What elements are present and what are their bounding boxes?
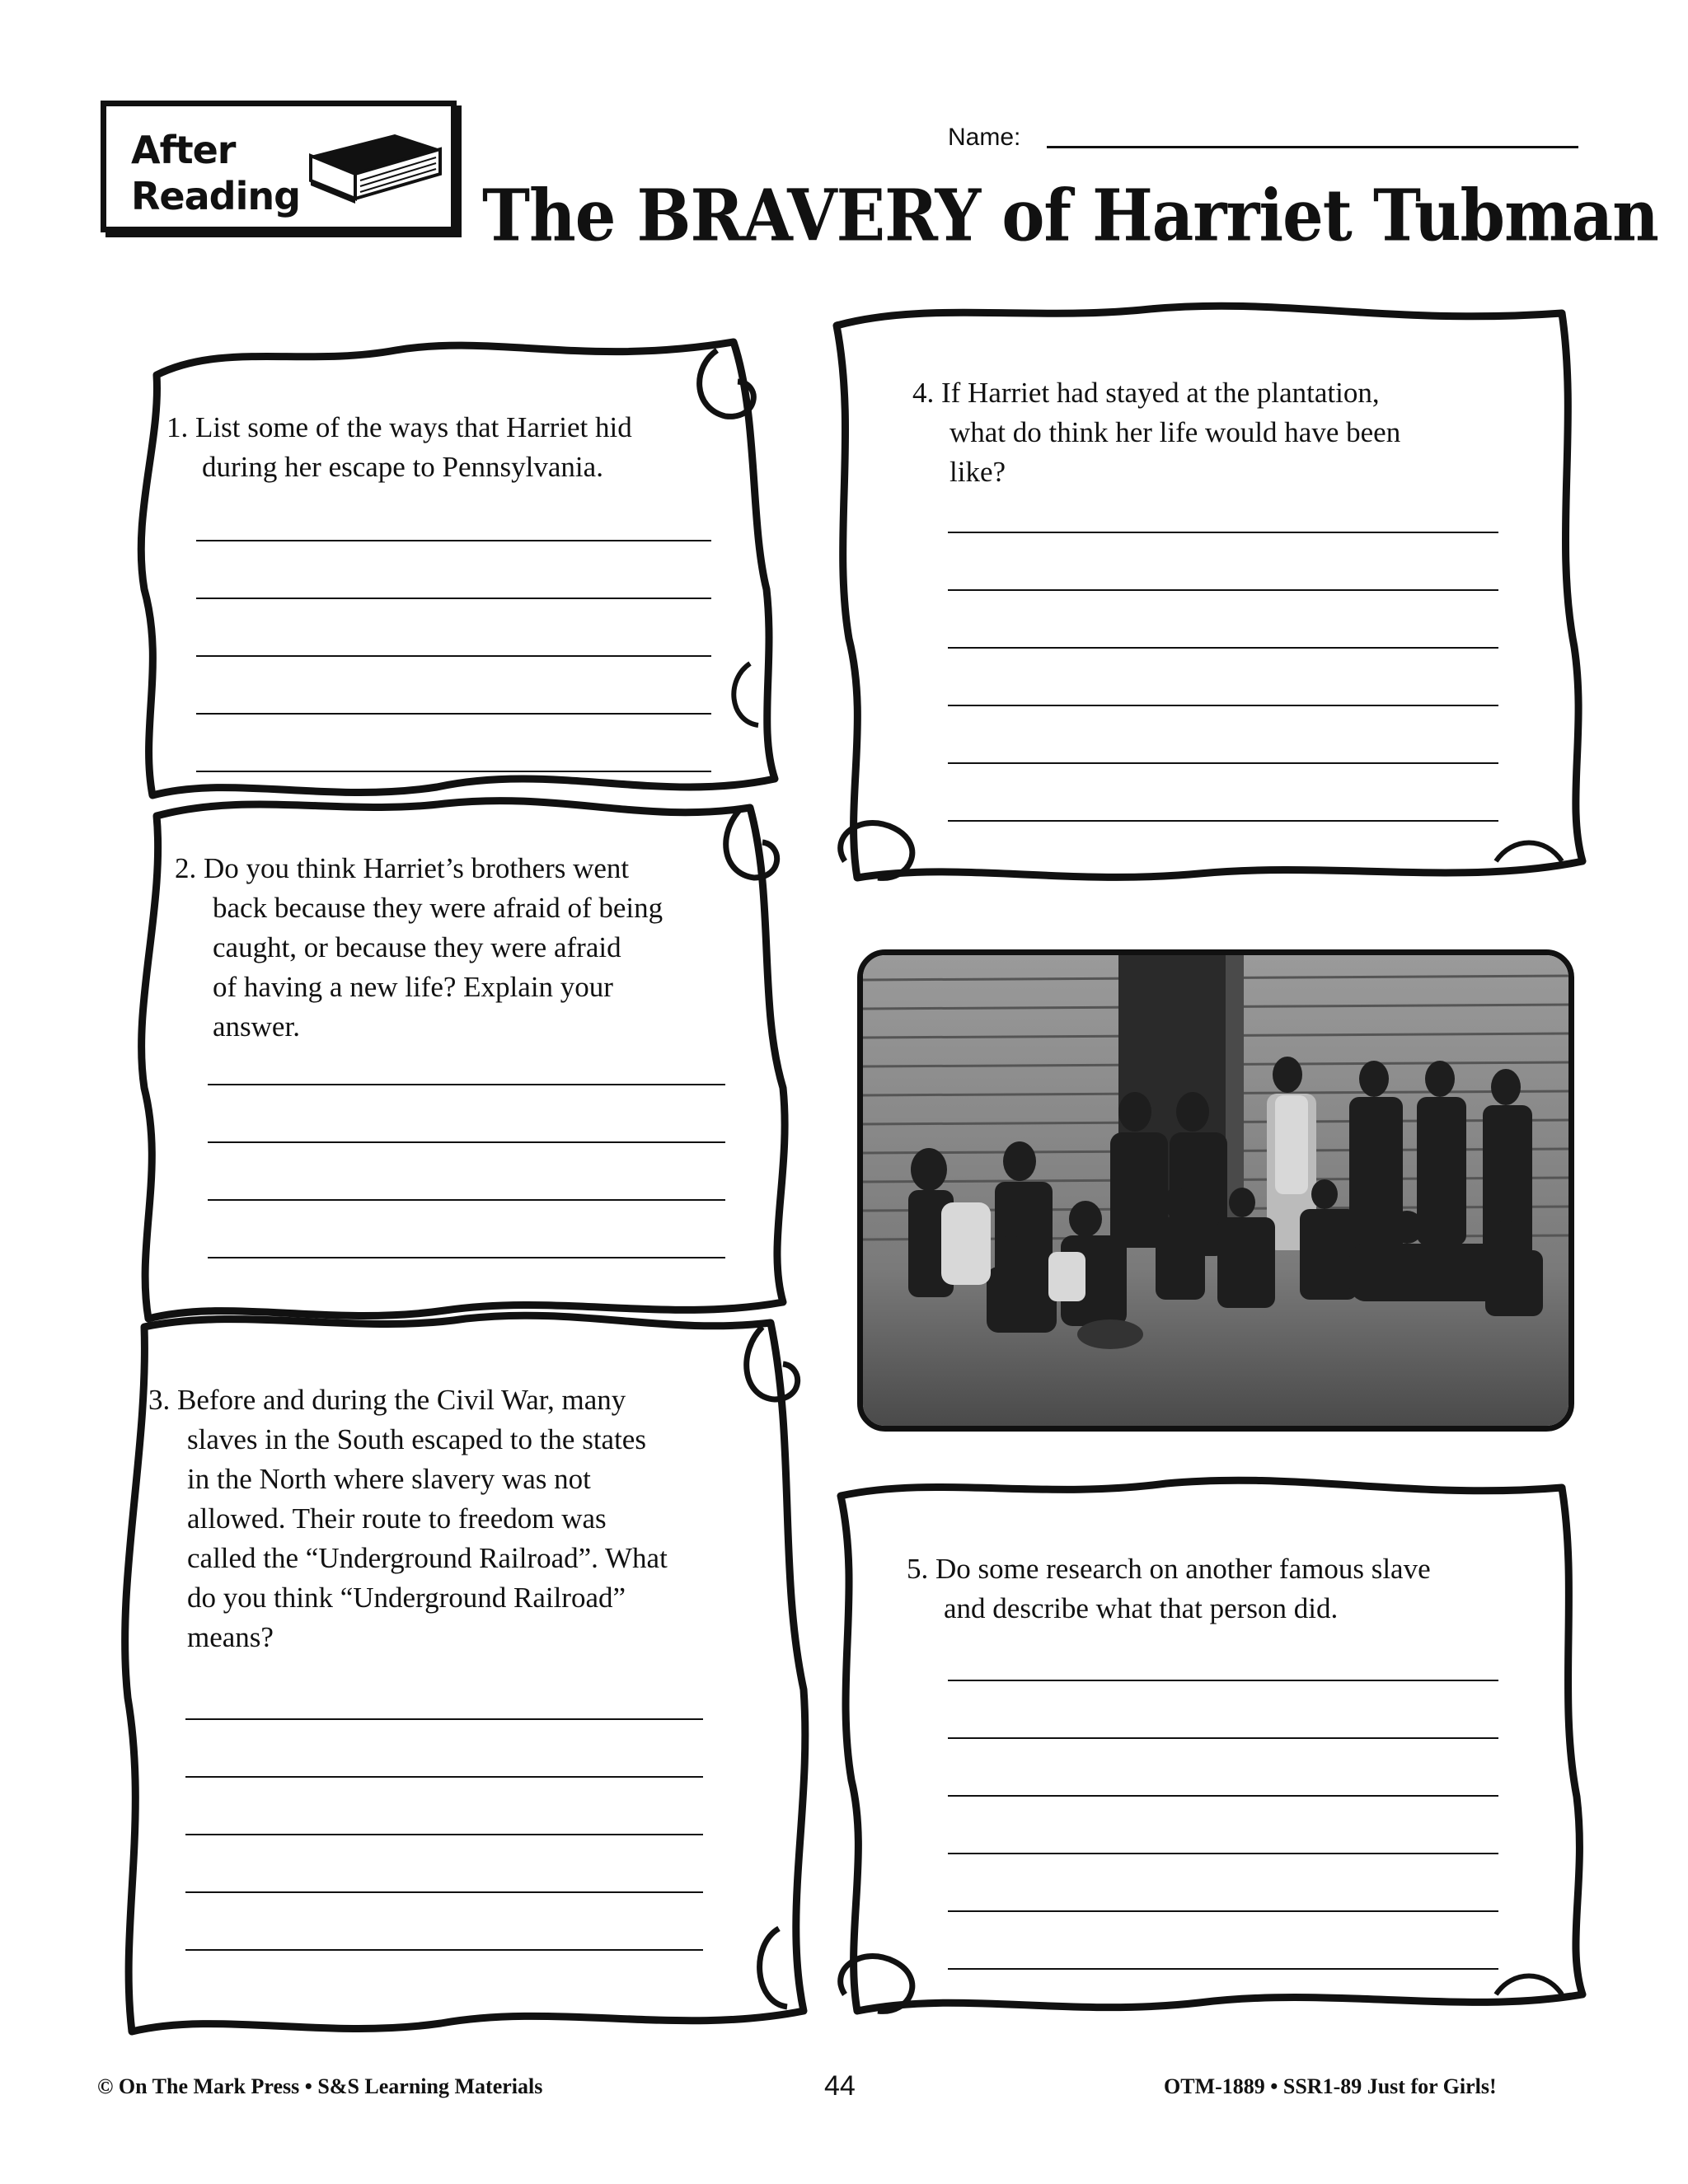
question-2-line-5: answer. — [213, 1010, 300, 1043]
answer-line[interactable] — [948, 589, 1498, 591]
question-2-line-1: 2. Do you think Harriet’s brothers went — [175, 852, 630, 884]
answer-line[interactable] — [948, 1968, 1498, 1970]
question-1-line-2: during her escape to Pennsylvania. — [202, 451, 603, 483]
book-icon — [304, 131, 444, 205]
answer-line[interactable] — [196, 771, 711, 772]
answer-line[interactable] — [948, 647, 1498, 649]
question-4-scroll — [820, 293, 1591, 919]
historical-group-photo — [857, 949, 1574, 1432]
answer-line[interactable] — [196, 540, 711, 541]
footer-publisher: © On The Mark Press • S&S Learning Materials — [97, 2074, 543, 2098]
question-2-line-2: back because they were afraid of being — [213, 892, 663, 924]
answer-line[interactable] — [948, 1680, 1498, 1681]
answer-line[interactable] — [185, 1834, 703, 1835]
question-3-line-4: allowed. Their route to freedom was — [187, 1502, 607, 1535]
answer-line[interactable] — [185, 1718, 703, 1720]
answer-line[interactable] — [948, 1910, 1498, 1912]
page-number: 44 — [824, 2070, 856, 2102]
badge-line-after: After — [131, 128, 236, 172]
question-1-line-1: 1. List some of the ways that Harriet hid — [166, 411, 632, 443]
answer-line[interactable] — [948, 1853, 1498, 1854]
photo-illustration — [863, 955, 1568, 1426]
question-3-line-5: called the “Underground Railroad”. What — [187, 1542, 668, 1574]
question-5-scroll — [820, 1467, 1591, 2032]
question-5-line-2: and describe what that person did. — [944, 1592, 1339, 1624]
question-3-scroll — [111, 1302, 812, 2044]
after-reading-badge — [101, 101, 457, 232]
answer-line[interactable] — [185, 1891, 703, 1893]
scroll-frame — [124, 317, 783, 799]
question-2-line-3: caught, or because they were afraid — [213, 931, 621, 963]
answer-line[interactable] — [948, 820, 1498, 822]
answer-line[interactable] — [948, 705, 1498, 706]
answer-line[interactable] — [208, 1199, 725, 1201]
question-2-line-4: of having a new life? Explain your — [213, 971, 613, 1003]
answer-line[interactable] — [948, 1737, 1498, 1739]
question-2-scroll — [132, 783, 791, 1327]
question-3-line-3: in the North where slavery was not — [187, 1463, 591, 1495]
question-3-line-6: do you think “Underground Railroad” — [187, 1582, 626, 1614]
answer-line[interactable] — [208, 1257, 725, 1258]
name-input-line[interactable] — [1047, 146, 1578, 148]
name-label: Name: — [948, 124, 1021, 151]
page-title: The BRAVERY of Harriet Tubman — [482, 175, 1658, 258]
answer-line[interactable] — [208, 1141, 725, 1143]
question-4-line-3: like? — [950, 456, 1006, 488]
question-4-line-1: 4. If Harriet had stayed at the plantation, — [912, 377, 1380, 409]
answer-line[interactable] — [185, 1776, 703, 1778]
question-3-line-2: slaves in the South escaped to the states — [187, 1423, 646, 1455]
question-3-line-7: means? — [187, 1621, 274, 1653]
question-4-line-2: what do think her life would have been — [950, 416, 1401, 448]
answer-line[interactable] — [948, 532, 1498, 533]
answer-line[interactable] — [948, 1795, 1498, 1797]
answer-line[interactable] — [185, 1949, 703, 1951]
answer-line[interactable] — [196, 598, 711, 599]
answer-line[interactable] — [196, 713, 711, 715]
footer-product-code: OTM-1889 • SSR1-89 Just for Girls! — [1164, 2074, 1497, 2098]
question-5-line-1: 5. Do some research on another famous slave — [907, 1553, 1431, 1585]
answer-line[interactable] — [196, 655, 711, 657]
answer-line[interactable] — [948, 762, 1498, 764]
question-3-line-1: 3. Before and during the Civil War, many — [148, 1384, 626, 1416]
answer-line[interactable] — [208, 1084, 725, 1085]
badge-line-reading: Reading — [131, 174, 301, 218]
question-1-scroll — [124, 317, 783, 799]
